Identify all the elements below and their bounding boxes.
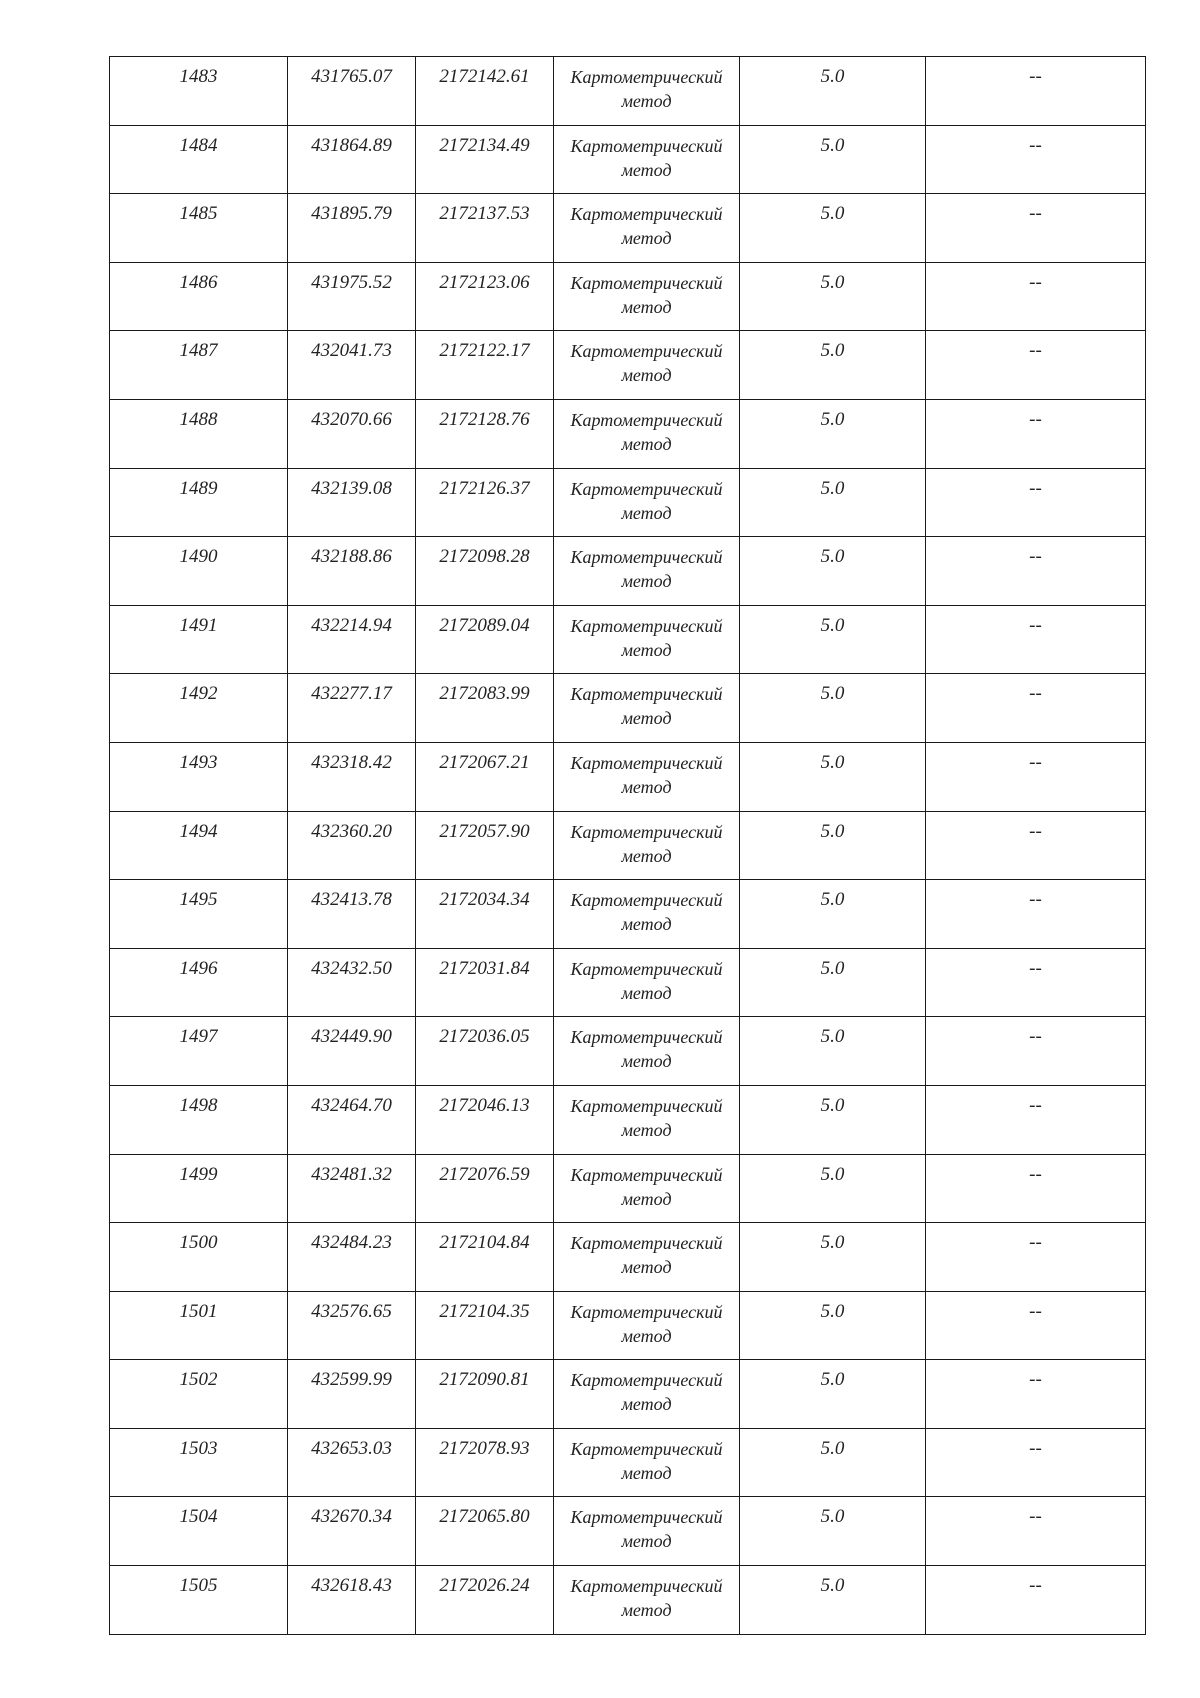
method-line-2: метод bbox=[621, 433, 672, 454]
table-row bbox=[110, 880, 1146, 949]
method-line-1: Картометрический bbox=[570, 1438, 723, 1459]
table-row bbox=[110, 811, 1146, 880]
coordinates-table bbox=[109, 56, 1146, 1635]
y-coordinate-cell: 2172142.61 bbox=[416, 57, 554, 126]
method-cell bbox=[554, 605, 740, 674]
method-line-1: Картометрический bbox=[570, 1233, 723, 1254]
accuracy-cell: 5.0 bbox=[740, 1497, 926, 1566]
method-cell bbox=[554, 537, 740, 606]
method-cell bbox=[554, 1428, 740, 1497]
method-line-2: метод bbox=[621, 982, 672, 1003]
point-number-cell: 1493 bbox=[110, 742, 288, 811]
method-cell bbox=[554, 880, 740, 949]
note-cell: -- bbox=[926, 811, 1146, 880]
note-cell: -- bbox=[926, 948, 1146, 1017]
note-cell: -- bbox=[926, 1566, 1146, 1635]
method-line-1: Картометрический bbox=[570, 67, 723, 87]
table-row bbox=[110, 1360, 1146, 1429]
method-line-2: метод bbox=[621, 1462, 672, 1483]
x-coordinate-cell: 432413.78 bbox=[288, 880, 416, 949]
method-line-2: метод bbox=[621, 845, 672, 866]
x-coordinate-cell: 432576.65 bbox=[288, 1291, 416, 1360]
method-line-1: Картометрический bbox=[570, 341, 723, 362]
y-coordinate-cell: 2172126.37 bbox=[416, 468, 554, 537]
accuracy-cell: 5.0 bbox=[740, 399, 926, 468]
x-coordinate-cell: 432653.03 bbox=[288, 1428, 416, 1497]
accuracy-cell: 5.0 bbox=[740, 1017, 926, 1086]
method-line-1: Картометрический bbox=[570, 409, 723, 430]
method-line-1: Картометрический bbox=[570, 1027, 723, 1048]
y-coordinate-cell: 2172083.99 bbox=[416, 674, 554, 743]
method-cell bbox=[554, 468, 740, 537]
method-line-1: Картометрический bbox=[570, 958, 723, 979]
method-line-2: метод bbox=[621, 639, 672, 660]
note-cell: -- bbox=[926, 605, 1146, 674]
note-cell: -- bbox=[926, 1428, 1146, 1497]
table-row bbox=[110, 742, 1146, 811]
method-cell bbox=[554, 331, 740, 400]
table-row bbox=[110, 262, 1146, 331]
point-number-cell: 1495 bbox=[110, 880, 288, 949]
method-line-2: метод bbox=[621, 708, 672, 729]
method-cell bbox=[554, 1497, 740, 1566]
note-cell: -- bbox=[926, 468, 1146, 537]
note-cell: -- bbox=[926, 125, 1146, 194]
method-cell bbox=[554, 674, 740, 743]
x-coordinate-cell: 432618.43 bbox=[288, 1566, 416, 1635]
method-cell bbox=[554, 1291, 740, 1360]
table-row bbox=[110, 194, 1146, 263]
method-line-2: метод bbox=[621, 914, 672, 935]
method-line-2: метод bbox=[621, 776, 672, 797]
method-line-1: Картометрический bbox=[570, 1507, 723, 1528]
accuracy-cell: 5.0 bbox=[740, 674, 926, 743]
point-number-cell: 1488 bbox=[110, 399, 288, 468]
method-line-1: Картометрический bbox=[570, 135, 723, 156]
x-coordinate-cell: 432449.90 bbox=[288, 1017, 416, 1086]
note-cell: -- bbox=[926, 194, 1146, 263]
method-cell bbox=[554, 811, 740, 880]
point-number-cell: 1483 bbox=[110, 57, 288, 126]
method-line-1: Картометрический bbox=[570, 890, 723, 911]
y-coordinate-cell: 2172031.84 bbox=[416, 948, 554, 1017]
method-line-1: Картометрический bbox=[570, 478, 723, 499]
method-cell bbox=[554, 1154, 740, 1223]
table-row bbox=[110, 948, 1146, 1017]
accuracy-cell: 5.0 bbox=[740, 1428, 926, 1497]
method-line-1: Картометрический bbox=[570, 1164, 723, 1185]
x-coordinate-cell: 432432.50 bbox=[288, 948, 416, 1017]
method-cell bbox=[554, 262, 740, 331]
method-line-2: метод bbox=[621, 365, 672, 386]
x-coordinate-cell: 432070.66 bbox=[288, 399, 416, 468]
table-row bbox=[110, 1428, 1146, 1497]
method-line-1: Картометрический bbox=[570, 684, 723, 705]
point-number-cell: 1499 bbox=[110, 1154, 288, 1223]
table-row bbox=[110, 1017, 1146, 1086]
y-coordinate-cell: 2172078.93 bbox=[416, 1428, 554, 1497]
method-line-2: метод bbox=[621, 1394, 672, 1415]
point-number-cell: 1502 bbox=[110, 1360, 288, 1429]
y-coordinate-cell: 2172026.24 bbox=[416, 1566, 554, 1635]
y-coordinate-cell: 2172089.04 bbox=[416, 605, 554, 674]
x-coordinate-cell: 432599.99 bbox=[288, 1360, 416, 1429]
table-row bbox=[110, 537, 1146, 606]
y-coordinate-cell: 2172046.13 bbox=[416, 1085, 554, 1154]
method-cell bbox=[554, 742, 740, 811]
y-coordinate-cell: 2172137.53 bbox=[416, 194, 554, 263]
method-line-1: Картометрический bbox=[570, 1576, 723, 1597]
table-row bbox=[110, 605, 1146, 674]
point-number-cell: 1492 bbox=[110, 674, 288, 743]
method-line-1: Картометрический bbox=[570, 1301, 723, 1322]
method-cell bbox=[554, 125, 740, 194]
y-coordinate-cell: 2172036.05 bbox=[416, 1017, 554, 1086]
x-coordinate-cell: 431765.07 bbox=[288, 57, 416, 126]
method-line-2: метод bbox=[621, 502, 672, 523]
x-coordinate-cell: 432481.32 bbox=[288, 1154, 416, 1223]
method-line-2: метод bbox=[621, 1325, 672, 1346]
y-coordinate-cell: 2172128.76 bbox=[416, 399, 554, 468]
x-coordinate-cell: 431895.79 bbox=[288, 194, 416, 263]
accuracy-cell: 5.0 bbox=[740, 811, 926, 880]
accuracy-cell: 5.0 bbox=[740, 1566, 926, 1635]
note-cell: -- bbox=[926, 262, 1146, 331]
method-line-2: метод bbox=[621, 1188, 672, 1209]
table-row bbox=[110, 1154, 1146, 1223]
method-line-1: Картометрический bbox=[570, 615, 723, 636]
accuracy-cell: 5.0 bbox=[740, 742, 926, 811]
y-coordinate-cell: 2172122.17 bbox=[416, 331, 554, 400]
accuracy-cell: 5.0 bbox=[740, 331, 926, 400]
accuracy-cell: 5.0 bbox=[740, 1154, 926, 1223]
note-cell: -- bbox=[926, 399, 1146, 468]
point-number-cell: 1500 bbox=[110, 1223, 288, 1292]
point-number-cell: 1505 bbox=[110, 1566, 288, 1635]
method-line-1: Картометрический bbox=[570, 1095, 723, 1116]
x-coordinate-cell: 432188.86 bbox=[288, 537, 416, 606]
method-line-2: метод bbox=[621, 1257, 672, 1278]
method-line-1: Картометрический bbox=[570, 1370, 723, 1391]
method-line-2: метод bbox=[621, 159, 672, 180]
y-coordinate-cell: 2172067.21 bbox=[416, 742, 554, 811]
note-cell: -- bbox=[926, 1360, 1146, 1429]
method-line-2: метод bbox=[621, 1531, 672, 1552]
coordinates-table-body bbox=[110, 57, 1146, 1635]
y-coordinate-cell: 2172134.49 bbox=[416, 125, 554, 194]
method-line-2: метод bbox=[621, 228, 672, 249]
table-row bbox=[110, 125, 1146, 194]
accuracy-cell: 5.0 bbox=[740, 57, 926, 126]
y-coordinate-cell: 2172057.90 bbox=[416, 811, 554, 880]
note-cell: -- bbox=[926, 57, 1146, 126]
point-number-cell: 1496 bbox=[110, 948, 288, 1017]
method-line-2: метод bbox=[621, 1051, 672, 1072]
note-cell: -- bbox=[926, 742, 1146, 811]
x-coordinate-cell: 431864.89 bbox=[288, 125, 416, 194]
table-row bbox=[110, 399, 1146, 468]
x-coordinate-cell: 432484.23 bbox=[288, 1223, 416, 1292]
accuracy-cell: 5.0 bbox=[740, 1291, 926, 1360]
x-coordinate-cell: 432318.42 bbox=[288, 742, 416, 811]
table-row bbox=[110, 674, 1146, 743]
point-number-cell: 1504 bbox=[110, 1497, 288, 1566]
point-number-cell: 1487 bbox=[110, 331, 288, 400]
accuracy-cell: 5.0 bbox=[740, 125, 926, 194]
point-number-cell: 1494 bbox=[110, 811, 288, 880]
accuracy-cell: 5.0 bbox=[740, 537, 926, 606]
accuracy-cell: 5.0 bbox=[740, 605, 926, 674]
accuracy-cell: 5.0 bbox=[740, 948, 926, 1017]
method-cell bbox=[554, 1085, 740, 1154]
method-line-2: метод bbox=[621, 1600, 672, 1621]
x-coordinate-cell: 432041.73 bbox=[288, 331, 416, 400]
accuracy-cell: 5.0 bbox=[740, 1223, 926, 1292]
y-coordinate-cell: 2172076.59 bbox=[416, 1154, 554, 1223]
method-cell bbox=[554, 399, 740, 468]
method-cell bbox=[554, 1017, 740, 1086]
accuracy-cell: 5.0 bbox=[740, 1360, 926, 1429]
table-row bbox=[110, 57, 1146, 126]
note-cell: -- bbox=[926, 331, 1146, 400]
method-line-1: Картометрический bbox=[570, 204, 723, 225]
accuracy-cell: 5.0 bbox=[740, 1085, 926, 1154]
note-cell: -- bbox=[926, 1154, 1146, 1223]
table-row bbox=[110, 1223, 1146, 1292]
note-cell: -- bbox=[926, 1017, 1146, 1086]
table-row bbox=[110, 1566, 1146, 1635]
table-row bbox=[110, 468, 1146, 537]
note-cell: -- bbox=[926, 537, 1146, 606]
note-cell: -- bbox=[926, 1497, 1146, 1566]
method-line-2: метод bbox=[621, 1119, 672, 1140]
point-number-cell: 1490 bbox=[110, 537, 288, 606]
y-coordinate-cell: 2172098.28 bbox=[416, 537, 554, 606]
accuracy-cell: 5.0 bbox=[740, 880, 926, 949]
point-number-cell: 1497 bbox=[110, 1017, 288, 1086]
note-cell: -- bbox=[926, 1291, 1146, 1360]
point-number-cell: 1485 bbox=[110, 194, 288, 263]
accuracy-cell: 5.0 bbox=[740, 468, 926, 537]
note-cell: -- bbox=[926, 1085, 1146, 1154]
x-coordinate-cell: 431975.52 bbox=[288, 262, 416, 331]
note-cell: -- bbox=[926, 1223, 1146, 1292]
method-cell bbox=[554, 948, 740, 1017]
accuracy-cell: 5.0 bbox=[740, 194, 926, 263]
method-line-1: Картометрический bbox=[570, 821, 723, 842]
point-number-cell: 1484 bbox=[110, 125, 288, 194]
point-number-cell: 1486 bbox=[110, 262, 288, 331]
accuracy-cell: 5.0 bbox=[740, 262, 926, 331]
x-coordinate-cell: 432277.17 bbox=[288, 674, 416, 743]
method-cell bbox=[554, 1566, 740, 1635]
y-coordinate-cell: 2172104.84 bbox=[416, 1223, 554, 1292]
y-coordinate-cell: 2172065.80 bbox=[416, 1497, 554, 1566]
note-cell: -- bbox=[926, 674, 1146, 743]
table-row bbox=[110, 1291, 1146, 1360]
x-coordinate-cell: 432360.20 bbox=[288, 811, 416, 880]
method-cell bbox=[554, 1223, 740, 1292]
point-number-cell: 1491 bbox=[110, 605, 288, 674]
point-number-cell: 1489 bbox=[110, 468, 288, 537]
y-coordinate-cell: 2172104.35 bbox=[416, 1291, 554, 1360]
x-coordinate-cell: 432464.70 bbox=[288, 1085, 416, 1154]
point-number-cell: 1503 bbox=[110, 1428, 288, 1497]
method-line-1: Картометрический bbox=[570, 547, 723, 568]
y-coordinate-cell: 2172090.81 bbox=[416, 1360, 554, 1429]
method-line-2: метод bbox=[621, 296, 672, 317]
x-coordinate-cell: 432214.94 bbox=[288, 605, 416, 674]
point-number-cell: 1501 bbox=[110, 1291, 288, 1360]
table-row bbox=[110, 1497, 1146, 1566]
note-cell: -- bbox=[926, 880, 1146, 949]
method-line-1: Картометрический bbox=[570, 752, 723, 773]
table-row bbox=[110, 1085, 1146, 1154]
point-number-cell: 1498 bbox=[110, 1085, 288, 1154]
method-line-2: метод bbox=[621, 91, 672, 111]
method-cell bbox=[554, 57, 740, 126]
method-line-2: метод bbox=[621, 571, 672, 592]
method-line-1: Картометрический bbox=[570, 272, 723, 293]
y-coordinate-cell: 2172123.06 bbox=[416, 262, 554, 331]
x-coordinate-cell: 432139.08 bbox=[288, 468, 416, 537]
method-cell bbox=[554, 194, 740, 263]
x-coordinate-cell: 432670.34 bbox=[288, 1497, 416, 1566]
method-cell bbox=[554, 1360, 740, 1429]
table-row bbox=[110, 331, 1146, 400]
y-coordinate-cell: 2172034.34 bbox=[416, 880, 554, 949]
